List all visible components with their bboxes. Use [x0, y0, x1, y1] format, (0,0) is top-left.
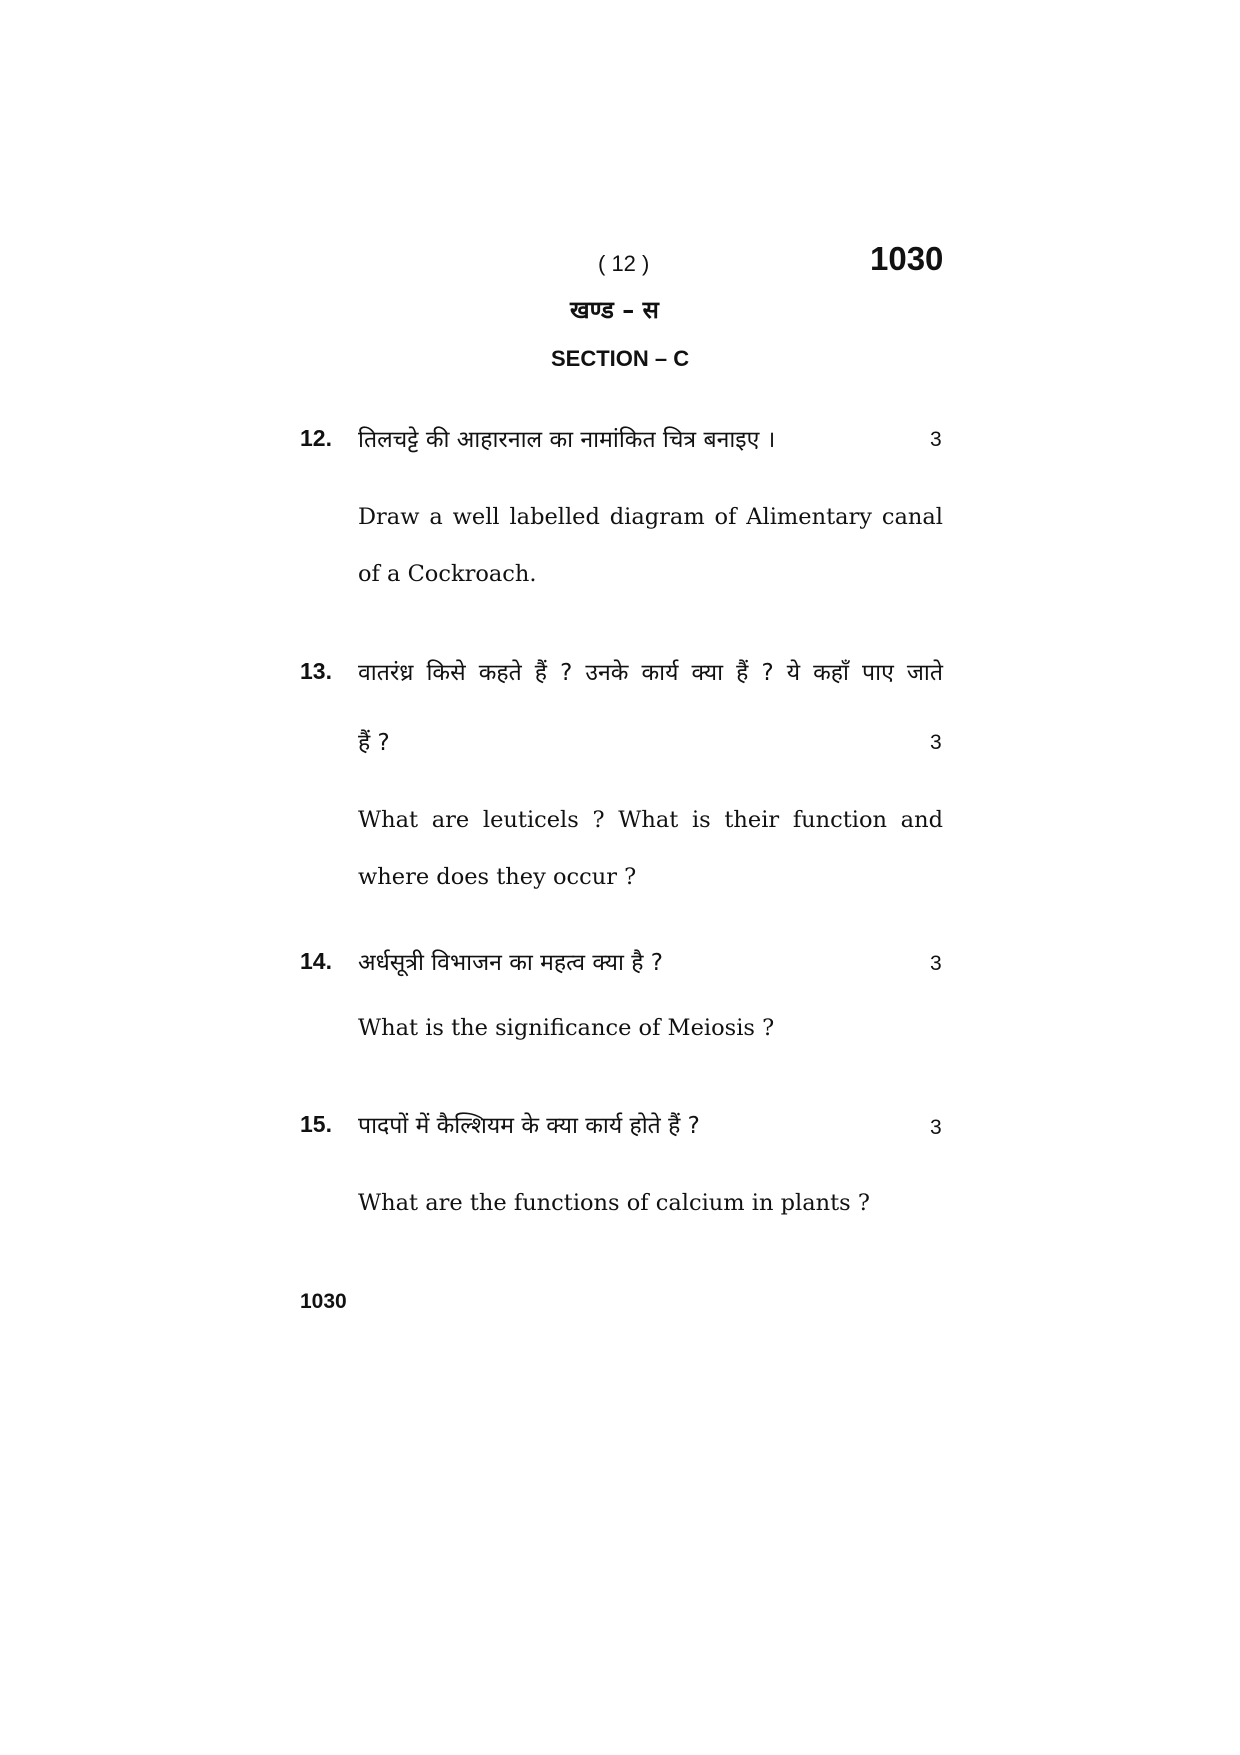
paper-code-header: 1030 [870, 240, 944, 277]
section-title-english: SECTION – C [551, 346, 690, 371]
question-text-english: where does they occur ? [358, 864, 637, 890]
question-text-hindi: तिलचट्टे की आहारनाल का नामांकित चित्र बनाइए । [358, 427, 776, 453]
question-marks: 3 [930, 428, 942, 451]
question-text-english: Draw a well labelled diagram of Alimentary canal [358, 504, 943, 530]
question-text-english: What are leuticels ? What is their function and [358, 807, 943, 833]
question-text-english: What is the significance of Meiosis ? [358, 1015, 775, 1041]
question-text-hindi: पादपों में कैल्शियम के क्या कार्य होते हैं ? [358, 1113, 700, 1139]
page-number: ( 12 ) [598, 251, 650, 276]
question-text-hindi: वातरंध्र किसे कहते हैं ? उनके कार्य क्या हैं ? ये कहाँ पाए जाते [358, 660, 943, 686]
paper-code-footer: 1030 [300, 1290, 347, 1313]
question-marks: 3 [930, 731, 942, 754]
question-text-english: of a Cockroach. [358, 561, 537, 587]
question-marks: 3 [930, 1116, 942, 1139]
section-title-hindi: खण्ड – स [570, 296, 659, 324]
question-text-english: What are the functions of calcium in plants ? [358, 1190, 870, 1216]
question-number: 14. [300, 948, 332, 974]
question-text-hindi: हैं ? [358, 730, 390, 756]
question-number: 13. [300, 658, 332, 684]
question-number: 12. [300, 425, 332, 451]
question-text-hindi: अर्धसूत्री विभाजन का महत्व क्या है ? [358, 950, 663, 976]
question-marks: 3 [930, 952, 942, 975]
question-number: 15. [300, 1111, 332, 1137]
